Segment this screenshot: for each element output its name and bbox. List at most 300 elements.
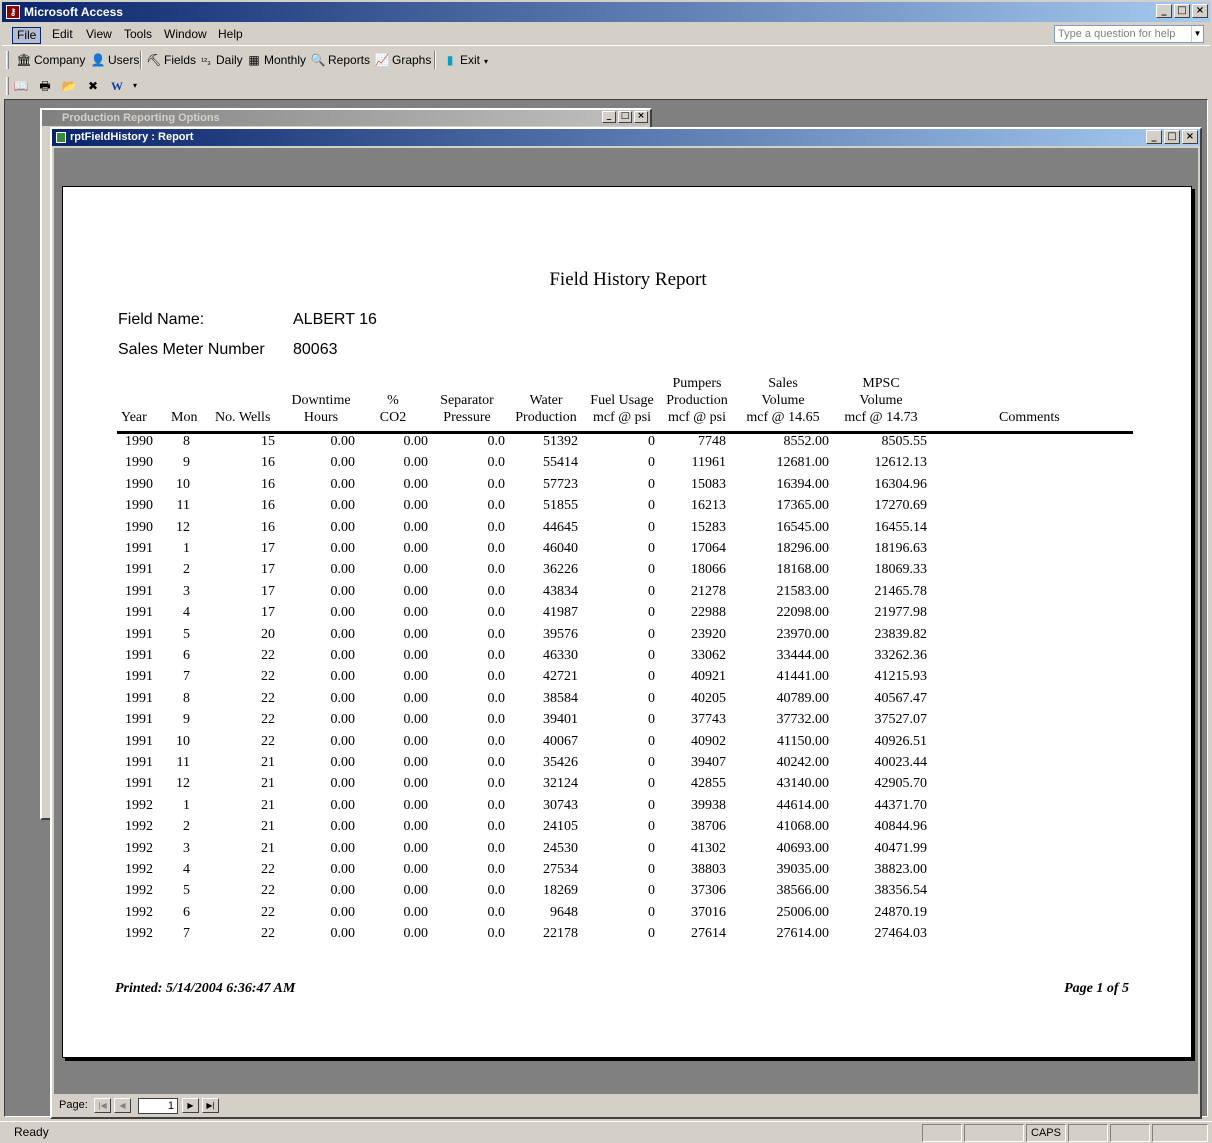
cell-mon: 11 — [176, 755, 190, 770]
company-icon: 🏛 — [16, 53, 32, 67]
cell-mon: 9 — [183, 712, 190, 728]
cell-pumpers: 11961 — [691, 455, 726, 471]
cell-pumpers: 27614 — [691, 926, 726, 942]
printed-timestamp: Printed: 5/14/2004 6:36:47 AM — [115, 981, 296, 996]
cell-separator: 0.0 — [487, 926, 505, 942]
cell-sales: 38566.00 — [776, 883, 829, 899]
cell-year: 1991 — [125, 605, 153, 621]
table-row — [63, 819, 1193, 839]
print-preview-area[interactable] — [54, 148, 1198, 1094]
cell-mpsc: 24870.19 — [874, 904, 927, 920]
table-row — [63, 905, 1193, 925]
table-row — [63, 776, 1193, 796]
cell-downtime: 0.00 — [330, 840, 355, 856]
table-row — [63, 627, 1193, 647]
close-button[interactable]: × — [1192, 4, 1208, 18]
cell-water: 42721 — [543, 669, 578, 685]
cell-mon: 2 — [183, 819, 190, 835]
cell-year: 1991 — [125, 776, 153, 792]
cell-separator: 0.0 — [487, 605, 505, 621]
cell-water: 36226 — [543, 562, 578, 578]
cell-wells: 21 — [261, 797, 275, 813]
graphs-button[interactable]: 📈 Graphs — [374, 50, 431, 70]
status-panel — [1068, 1124, 1108, 1142]
cell-wells: 22 — [261, 690, 275, 706]
cell-year: 1991 — [125, 712, 153, 728]
cell-mpsc: 23839.82 — [874, 626, 927, 642]
cell-separator: 0.0 — [487, 455, 505, 471]
daily-button[interactable]: ¹²₃ Daily — [198, 50, 243, 70]
pumpjack-icon: ⛏ — [146, 53, 162, 67]
cell-co2: 0.00 — [403, 712, 428, 728]
status-bar — [0, 1121, 1212, 1143]
cell-mon: 6 — [183, 904, 190, 920]
cell-sales: 18296.00 — [776, 541, 829, 556]
table-row — [63, 669, 1193, 689]
cell-mon: 4 — [183, 605, 190, 621]
cell-co2: 0.00 — [403, 840, 428, 856]
field-name-label: Field Name: — [118, 311, 205, 328]
cell-pumpers: 39938 — [691, 797, 726, 813]
cell-separator: 0.0 — [487, 690, 505, 706]
cell-wells: 17 — [261, 562, 275, 578]
cell-fuel: 0 — [648, 883, 655, 899]
cell-co2: 0.00 — [403, 926, 428, 942]
monthly-button[interactable]: ▦ Monthly — [246, 50, 306, 70]
cell-mon: 1 — [183, 541, 190, 556]
cell-downtime: 0.00 — [330, 605, 355, 621]
status-text: Ready — [14, 1125, 49, 1139]
header-co2: % CO2 — [379, 393, 407, 425]
cell-separator: 0.0 — [487, 476, 505, 492]
cell-fuel: 0 — [648, 926, 655, 942]
last-page-button[interactable]: ▶| — [202, 1098, 219, 1113]
cell-water: 41987 — [543, 605, 578, 621]
cell-wells: 22 — [261, 904, 275, 920]
cell-mpsc: 33262.36 — [874, 648, 927, 663]
maximize-button[interactable]: □ — [1164, 130, 1180, 144]
cell-downtime: 0.00 — [330, 648, 355, 663]
cell-pumpers: 15083 — [691, 476, 726, 492]
cell-downtime: 0.00 — [330, 626, 355, 642]
cell-co2: 0.00 — [403, 648, 428, 663]
table-row — [63, 562, 1193, 582]
cell-water: 24530 — [543, 840, 578, 856]
report-window-controls — [1146, 130, 1198, 144]
line-chart-icon: 📈 — [374, 53, 390, 67]
cell-pumpers: 23920 — [691, 626, 726, 642]
report-page — [62, 186, 1192, 1058]
maximize-button[interactable]: □ — [1174, 4, 1190, 18]
help-search-input[interactable] — [1054, 25, 1204, 43]
cell-downtime: 0.00 — [330, 755, 355, 770]
cell-separator: 0.0 — [487, 755, 505, 770]
app-title: Microsoft Access — [24, 5, 123, 19]
cell-separator: 0.0 — [487, 519, 505, 535]
table-row — [63, 798, 1193, 818]
cell-separator: 0.0 — [487, 797, 505, 813]
header-sales: Sales Volume mcf @ 14.65 — [746, 376, 820, 425]
cell-water: 51392 — [543, 434, 578, 449]
cell-sales: 40242.00 — [776, 755, 829, 770]
cell-separator: 0.0 — [487, 562, 505, 578]
cell-co2: 0.00 — [403, 776, 428, 792]
report-title-bar[interactable] — [52, 129, 1200, 146]
cell-downtime: 0.00 — [330, 434, 355, 449]
cell-sales: 33444.00 — [776, 648, 829, 663]
cell-year: 1991 — [125, 562, 153, 578]
access-key-icon: ⚷ — [6, 5, 20, 19]
cell-wells: 22 — [261, 862, 275, 877]
cell-fuel: 0 — [648, 583, 655, 599]
cell-mpsc: 18196.63 — [874, 541, 927, 556]
cell-mpsc: 16304.96 — [874, 476, 927, 492]
table-row — [63, 691, 1193, 711]
minimize-button[interactable]: _ — [1156, 4, 1172, 18]
cell-separator: 0.0 — [487, 733, 505, 749]
cell-co2: 0.00 — [403, 755, 428, 770]
cell-mpsc: 40023.44 — [874, 755, 927, 770]
background-form-title-bar[interactable] — [42, 110, 650, 126]
cell-wells: 15 — [261, 434, 275, 449]
cell-downtime: 0.00 — [330, 926, 355, 942]
cell-mon: 3 — [183, 583, 190, 599]
cell-pumpers: 37016 — [691, 904, 726, 920]
user-icon: 👤 — [90, 53, 106, 67]
cell-wells: 22 — [261, 883, 275, 899]
table-row — [63, 498, 1193, 518]
users-button[interactable]: 👤 Users — [90, 50, 139, 70]
meter-number-value: 80063 — [293, 341, 338, 358]
cell-mpsc: 8505.55 — [881, 434, 927, 449]
cell-year: 1990 — [125, 498, 153, 514]
cell-pumpers: 42855 — [691, 776, 726, 792]
cell-mon: 6 — [183, 648, 190, 663]
cell-fuel: 0 — [648, 541, 655, 556]
cell-downtime: 0.00 — [330, 669, 355, 685]
cell-mon: 4 — [183, 862, 190, 877]
status-panel — [964, 1124, 1024, 1142]
cell-pumpers: 40205 — [691, 690, 726, 706]
cell-water: 43834 — [543, 583, 578, 599]
cell-sales: 41441.00 — [776, 669, 829, 685]
cell-water: 39401 — [543, 712, 578, 728]
table-row — [63, 712, 1193, 732]
cell-co2: 0.00 — [403, 626, 428, 642]
cell-co2: 0.00 — [403, 541, 428, 556]
cell-wells: 21 — [261, 819, 275, 835]
page-label: Page: — [59, 1099, 88, 1111]
cell-downtime: 0.00 — [330, 498, 355, 514]
cell-mon: 12 — [176, 776, 190, 792]
cell-mpsc: 17270.69 — [874, 498, 927, 514]
cell-sales: 22098.00 — [776, 605, 829, 621]
header-pumpers: Pumpers Production mcf @ psi — [666, 376, 728, 425]
cell-downtime: 0.00 — [330, 476, 355, 492]
cell-water: 27534 — [543, 862, 578, 877]
cell-pumpers: 37306 — [691, 883, 726, 899]
cell-fuel: 0 — [648, 434, 655, 449]
cell-downtime: 0.00 — [330, 904, 355, 920]
cell-mpsc: 27464.03 — [874, 926, 927, 942]
status-panel — [1110, 1124, 1150, 1142]
cell-co2: 0.00 — [403, 455, 428, 471]
magnifier-report-icon: 🔍 — [310, 53, 326, 67]
cell-mpsc: 21977.98 — [874, 605, 927, 621]
cell-mpsc: 38356.54 — [874, 883, 927, 899]
cell-sales: 43140.00 — [776, 776, 829, 792]
cell-pumpers: 15283 — [691, 519, 726, 535]
cell-pumpers: 21278 — [691, 583, 726, 599]
cell-wells: 21 — [261, 840, 275, 856]
cell-year: 1991 — [125, 755, 153, 770]
cell-mon: 9 — [183, 455, 190, 471]
menu-bar — [2, 24, 1210, 46]
cell-separator: 0.0 — [487, 840, 505, 856]
prev-page-button[interactable]: ◀ — [114, 1098, 131, 1113]
cell-co2: 0.00 — [403, 862, 428, 877]
print-preview-toolbar — [6, 74, 140, 98]
cell-fuel: 0 — [648, 476, 655, 492]
cell-mpsc: 21465.78 — [874, 583, 927, 599]
cell-year: 1992 — [125, 862, 153, 877]
meter-number-label: Sales Meter Number — [118, 341, 265, 358]
cell-sales: 18168.00 — [776, 562, 829, 578]
cell-separator: 0.0 — [487, 776, 505, 792]
cell-separator: 0.0 — [487, 498, 505, 514]
close-button[interactable]: × — [634, 111, 648, 123]
cell-pumpers: 41302 — [691, 840, 726, 856]
cell-mon: 5 — [183, 626, 190, 642]
cell-year: 1992 — [125, 840, 153, 856]
cell-pumpers: 40921 — [691, 669, 726, 685]
cell-mpsc: 42905.70 — [874, 776, 927, 792]
cell-year: 1990 — [125, 476, 153, 492]
cell-wells: 17 — [261, 541, 275, 556]
cell-year: 1991 — [125, 541, 153, 556]
cell-pumpers: 22988 — [691, 605, 726, 621]
cell-downtime: 0.00 — [330, 519, 355, 535]
table-row — [63, 862, 1193, 882]
cell-sales: 25006.00 — [776, 904, 829, 920]
cell-downtime: 0.00 — [330, 819, 355, 835]
field-name-value: ALBERT 16 — [293, 311, 377, 328]
table-row — [63, 541, 1193, 561]
toolbar-separator — [434, 51, 436, 69]
cell-sales: 16545.00 — [776, 519, 829, 535]
page-number-input[interactable]: 1 — [138, 1098, 178, 1114]
cell-fuel: 0 — [648, 648, 655, 663]
cell-co2: 0.00 — [403, 797, 428, 813]
cell-wells: 22 — [261, 733, 275, 749]
next-page-button[interactable]: ▶ — [182, 1098, 199, 1113]
cell-fuel: 0 — [648, 498, 655, 514]
cell-separator: 0.0 — [487, 648, 505, 663]
table-row — [63, 605, 1193, 625]
cell-mpsc: 12612.13 — [874, 455, 927, 471]
cell-pumpers: 17064 — [691, 541, 726, 556]
folder-icon[interactable]: 📂 — [61, 79, 77, 93]
table-row — [63, 520, 1193, 540]
cell-sales: 41150.00 — [777, 733, 829, 749]
cell-year: 1990 — [125, 455, 153, 471]
minimize-button[interactable]: _ — [602, 111, 616, 123]
cell-water: 46040 — [543, 541, 578, 556]
main-toolbar — [6, 48, 496, 72]
cell-wells: 16 — [261, 498, 275, 514]
cell-pumpers: 18066 — [691, 562, 726, 578]
cell-fuel: 0 — [648, 605, 655, 621]
cell-sales: 8552.00 — [783, 434, 829, 449]
menu-window[interactable]: Window — [164, 27, 207, 41]
cell-mon: 7 — [183, 926, 190, 942]
cell-separator: 0.0 — [487, 583, 505, 599]
header-comments: Comments — [999, 410, 1060, 425]
cell-mon: 2 — [183, 562, 190, 578]
calendar-grid-icon: ▦ — [248, 53, 260, 67]
cell-pumpers: 40902 — [691, 733, 726, 749]
menu-edit[interactable]: Edit — [52, 27, 73, 41]
cell-pumpers: 16213 — [691, 498, 726, 514]
header-wells: No. Wells — [215, 410, 271, 425]
table-row — [63, 734, 1193, 754]
cell-sales: 44614.00 — [776, 797, 829, 813]
cell-mpsc: 40567.47 — [874, 690, 927, 706]
cell-wells: 22 — [261, 669, 275, 685]
cell-mon: 11 — [176, 498, 190, 514]
form-window-controls — [602, 111, 648, 123]
chevron-down-icon[interactable]: ▼ — [1191, 26, 1203, 42]
cell-water: 18269 — [543, 883, 578, 899]
cell-downtime: 0.00 — [330, 883, 355, 899]
cell-wells: 22 — [261, 926, 275, 942]
maximize-button[interactable]: □ — [618, 111, 632, 123]
cell-year: 1992 — [125, 797, 153, 813]
cell-water: 39576 — [543, 626, 578, 642]
cell-fuel: 0 — [648, 626, 655, 642]
menu-tools[interactable]: Tools — [124, 27, 153, 41]
minimize-button[interactable]: _ — [1146, 130, 1162, 144]
table-row — [63, 584, 1193, 604]
caps-indicator: CAPS — [1026, 1124, 1066, 1142]
cell-year: 1990 — [125, 519, 153, 535]
cell-water: 35426 — [543, 755, 578, 770]
fields-button[interactable]: ⛏ Fields — [146, 50, 196, 70]
cell-fuel: 0 — [648, 862, 655, 877]
cell-mpsc: 40471.99 — [874, 840, 927, 856]
cell-downtime: 0.00 — [330, 733, 355, 749]
cell-mon: 8 — [183, 690, 190, 706]
cell-co2: 0.00 — [403, 733, 428, 749]
app-title-bar[interactable] — [2, 2, 1210, 22]
cell-mpsc: 37527.07 — [874, 712, 927, 728]
cell-separator: 0.0 — [487, 819, 505, 835]
cell-year: 1991 — [125, 690, 153, 706]
numbers-icon: ¹²₃ — [201, 56, 211, 66]
cell-year: 1991 — [125, 669, 153, 685]
cell-year: 1992 — [125, 904, 153, 920]
cell-water: 9648 — [550, 904, 578, 920]
cell-separator: 0.0 — [487, 434, 505, 449]
menu-file[interactable]: File — [12, 27, 41, 44]
table-row — [63, 434, 1193, 454]
cell-sales: 17365.00 — [776, 498, 829, 514]
table-row — [63, 883, 1193, 903]
cell-mon: 5 — [183, 883, 190, 899]
cell-fuel: 0 — [648, 690, 655, 706]
help-placeholder: Type a question for help — [1058, 28, 1176, 40]
cell-mpsc: 18069.33 — [874, 562, 927, 578]
cell-co2: 0.00 — [403, 562, 428, 578]
cell-co2: 0.00 — [403, 819, 428, 835]
cell-pumpers: 7748 — [698, 434, 726, 449]
cell-fuel: 0 — [648, 819, 655, 835]
cell-water: 57723 — [543, 476, 578, 492]
record-navigator — [54, 1097, 654, 1115]
cell-wells: 20 — [261, 626, 275, 642]
cell-wells: 22 — [261, 648, 275, 663]
cell-wells: 22 — [261, 712, 275, 728]
menu-view[interactable]: View — [86, 27, 112, 41]
cell-sales: 40789.00 — [776, 690, 829, 706]
cell-mpsc: 16455.14 — [874, 519, 927, 535]
word-export-icon[interactable]: W — [111, 79, 123, 93]
header-downtime: Downtime Hours — [291, 393, 351, 425]
menu-help[interactable]: Help — [218, 27, 243, 41]
door-icon: ▮ — [446, 53, 454, 67]
cell-mon: 12 — [176, 519, 190, 535]
toolbar-separator — [140, 51, 142, 69]
toolbar-grip[interactable] — [6, 51, 9, 69]
table-row — [63, 648, 1193, 668]
print-icon[interactable]: 🖶 — [39, 79, 51, 93]
toolbar-overflow-icon[interactable]: ▾ — [132, 81, 137, 90]
cell-water: 30743 — [543, 797, 578, 813]
cell-wells: 16 — [261, 455, 275, 471]
cell-separator: 0.0 — [487, 669, 505, 685]
exit-button[interactable]: ▮ Exit ▾ — [442, 50, 488, 70]
header-water: Water Production — [515, 393, 577, 425]
excel-export-icon[interactable]: ✖ — [87, 79, 99, 93]
cell-co2: 0.00 — [403, 883, 428, 899]
page-indicator: Page 1 of 5 — [1064, 981, 1129, 996]
cell-mpsc: 41215.93 — [874, 669, 927, 685]
cell-separator: 0.0 — [487, 541, 505, 556]
cell-downtime: 0.00 — [330, 797, 355, 813]
reports-button[interactable]: 🔍 Reports — [310, 50, 370, 70]
report-window[interactable] — [50, 127, 1202, 1119]
cell-fuel: 0 — [648, 755, 655, 770]
toolbar-grip[interactable] — [6, 77, 9, 95]
cell-co2: 0.00 — [403, 690, 428, 706]
cell-fuel: 0 — [648, 776, 655, 792]
cell-co2: 0.00 — [403, 498, 428, 514]
first-page-button[interactable]: |◀ — [94, 1098, 111, 1113]
header-fuel: Fuel Usage mcf @ psi — [590, 393, 654, 425]
cell-year: 1992 — [125, 819, 153, 835]
cell-water: 38584 — [543, 690, 578, 706]
close-button[interactable]: × — [1182, 130, 1198, 144]
company-button[interactable]: 🏛 Company — [16, 50, 85, 70]
cell-mon: 1 — [183, 797, 190, 813]
cell-co2: 0.00 — [403, 669, 428, 685]
toolbar-overflow-icon[interactable]: ▾ — [484, 57, 489, 66]
open-book-icon[interactable]: 📖 — [13, 79, 29, 93]
cell-pumpers: 38803 — [691, 862, 726, 877]
table-row — [63, 755, 1193, 775]
app-window-controls — [1156, 4, 1208, 18]
cell-year: 1992 — [125, 926, 153, 942]
